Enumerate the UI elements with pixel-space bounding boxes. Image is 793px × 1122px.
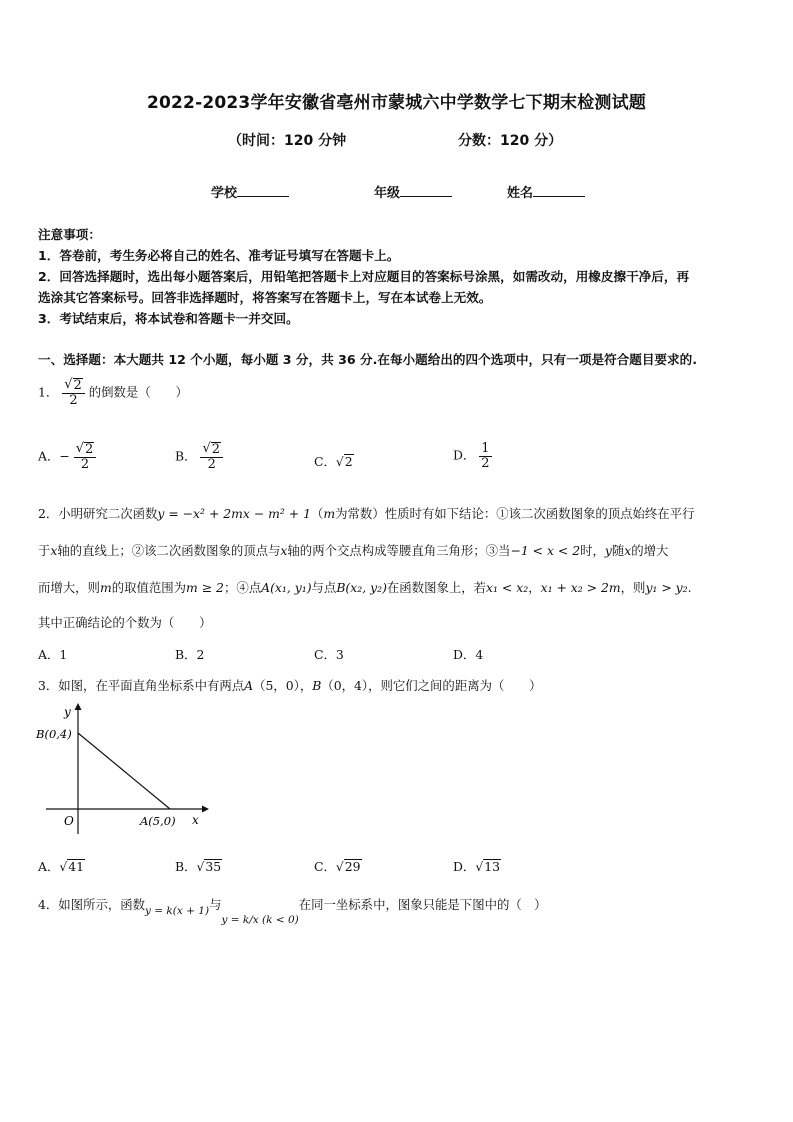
q3-option-b[interactable]: B． √ 35 <box>175 859 222 874</box>
question-2-line-2: 于x轴的直线上；②该二次函数图象的顶点与x轴的两个交点构成等腰直角三角形；③当−1 < x < 2时，y随x的增大 <box>38 543 669 558</box>
q4-formula-2: y = k/x (k < 0) <box>221 914 299 926</box>
y-axis-arrow-icon <box>75 703 82 710</box>
q3-graph <box>32 700 212 840</box>
q4-formula-1: y = k(x + 1) <box>145 905 210 917</box>
note-item: 1．答卷前，考生务必将自己的姓名、准考证号填写在答题卡上。 <box>38 248 400 263</box>
note-item: 2．回答选择题时，选出每小题答案后，用铅笔把答题卡上对应题目的答案标号涂黑，如需改动，用橡皮擦干净后，再 <box>38 269 690 284</box>
y-axis-label: y <box>64 705 71 719</box>
page-title: 2022-2023学年安徽省亳州市蒙城六中学数学七下期末检测试题 <box>146 93 647 113</box>
q2-option-b[interactable]: B．2 <box>175 647 205 662</box>
school-label: 学校 <box>211 186 238 201</box>
grade-blank[interactable] <box>400 184 452 197</box>
q2-option-d[interactable]: D．4 <box>453 647 484 662</box>
question-2-line-4: 其中正确结论的个数为（ ） <box>38 615 212 630</box>
school-field[interactable] <box>211 182 289 201</box>
name-field[interactable] <box>507 182 585 201</box>
name-label: 姓名 <box>507 186 534 201</box>
grade-field[interactable] <box>374 182 452 201</box>
name-blank[interactable] <box>533 184 585 197</box>
question-2-line-1: 2．小明研究二次函数y = −x² + 2mx − m² + 1（m为常数）性质时有如下结论：①该二次函数图象的顶点始终在平行 <box>38 506 695 521</box>
q1-option-b[interactable]: B． √ 2 2 <box>175 442 223 472</box>
exam-score: 分数：120 分） <box>458 133 563 149</box>
q2-option-a[interactable]: A．1 <box>38 647 68 662</box>
grade-label: 年级 <box>374 186 401 201</box>
x-axis-arrow-icon <box>202 806 209 813</box>
question-4: 4．如图所示，函数$_{y = k(x + 1)}$与$_{y = k/x (k < 0)}$在同一坐标系中，图象只能是下图中的（ ） <box>38 897 547 926</box>
note-item: 选涂其它答案标号。回答非选择题时，将答案写在答题卡上，写在本试卷上无效。 <box>38 290 492 305</box>
q1-option-a[interactable]: A．− √ 2 2 <box>38 442 96 472</box>
q1-fraction: √ 2 2 <box>62 378 85 408</box>
point-a-label: A(5,0) <box>140 814 176 828</box>
question-3: 3．如图，在平面直角坐标系中有两点A（5，0），B（0，4），则它们之间的距离为（ ） <box>38 678 542 693</box>
point-b-label: B(0,4) <box>36 727 72 741</box>
note-item: 3．考试结束后，将本试卷和答题卡一并交回。 <box>38 311 299 326</box>
exam-time: （时间：120 分钟 <box>228 133 347 149</box>
q2-option-c[interactable]: C．3 <box>314 647 344 662</box>
question-number: 1． <box>38 384 59 400</box>
x-axis-label: x <box>192 813 199 827</box>
q3-option-d[interactable]: D． √ 13 <box>453 859 501 874</box>
section-heading: 一、选择题：本大题共 12 个小题，每小题 3 分，共 36 分.在每小题给出的四个选项中，只有一项是符合题目要求的. <box>38 352 698 367</box>
q1-option-d[interactable]: D． $\frac{1}{2}$ <box>453 441 490 471</box>
q3-option-c[interactable]: C． √ 29 <box>314 859 361 874</box>
notes-heading: 注意事项： <box>38 227 101 242</box>
origin-label: O <box>64 814 74 828</box>
segment-ab <box>78 733 170 809</box>
question-stem: 的倒数是（ ） <box>88 384 188 400</box>
school-blank[interactable] <box>237 184 289 197</box>
q1-option-c[interactable]: C． √ 2 <box>314 454 353 469</box>
question-1 <box>38 378 188 408</box>
q3-option-a[interactable]: A． √ 41 <box>38 859 85 874</box>
question-2-line-3: 而增大，则m的取值范围为m ≥ 2；④点A(x₁, y₁)与点B(x₂, y₂)在函数图象上，若x₁ < x₂，x₁ + x₂ > 2m，则y₁ > y₂. <box>38 580 692 595</box>
